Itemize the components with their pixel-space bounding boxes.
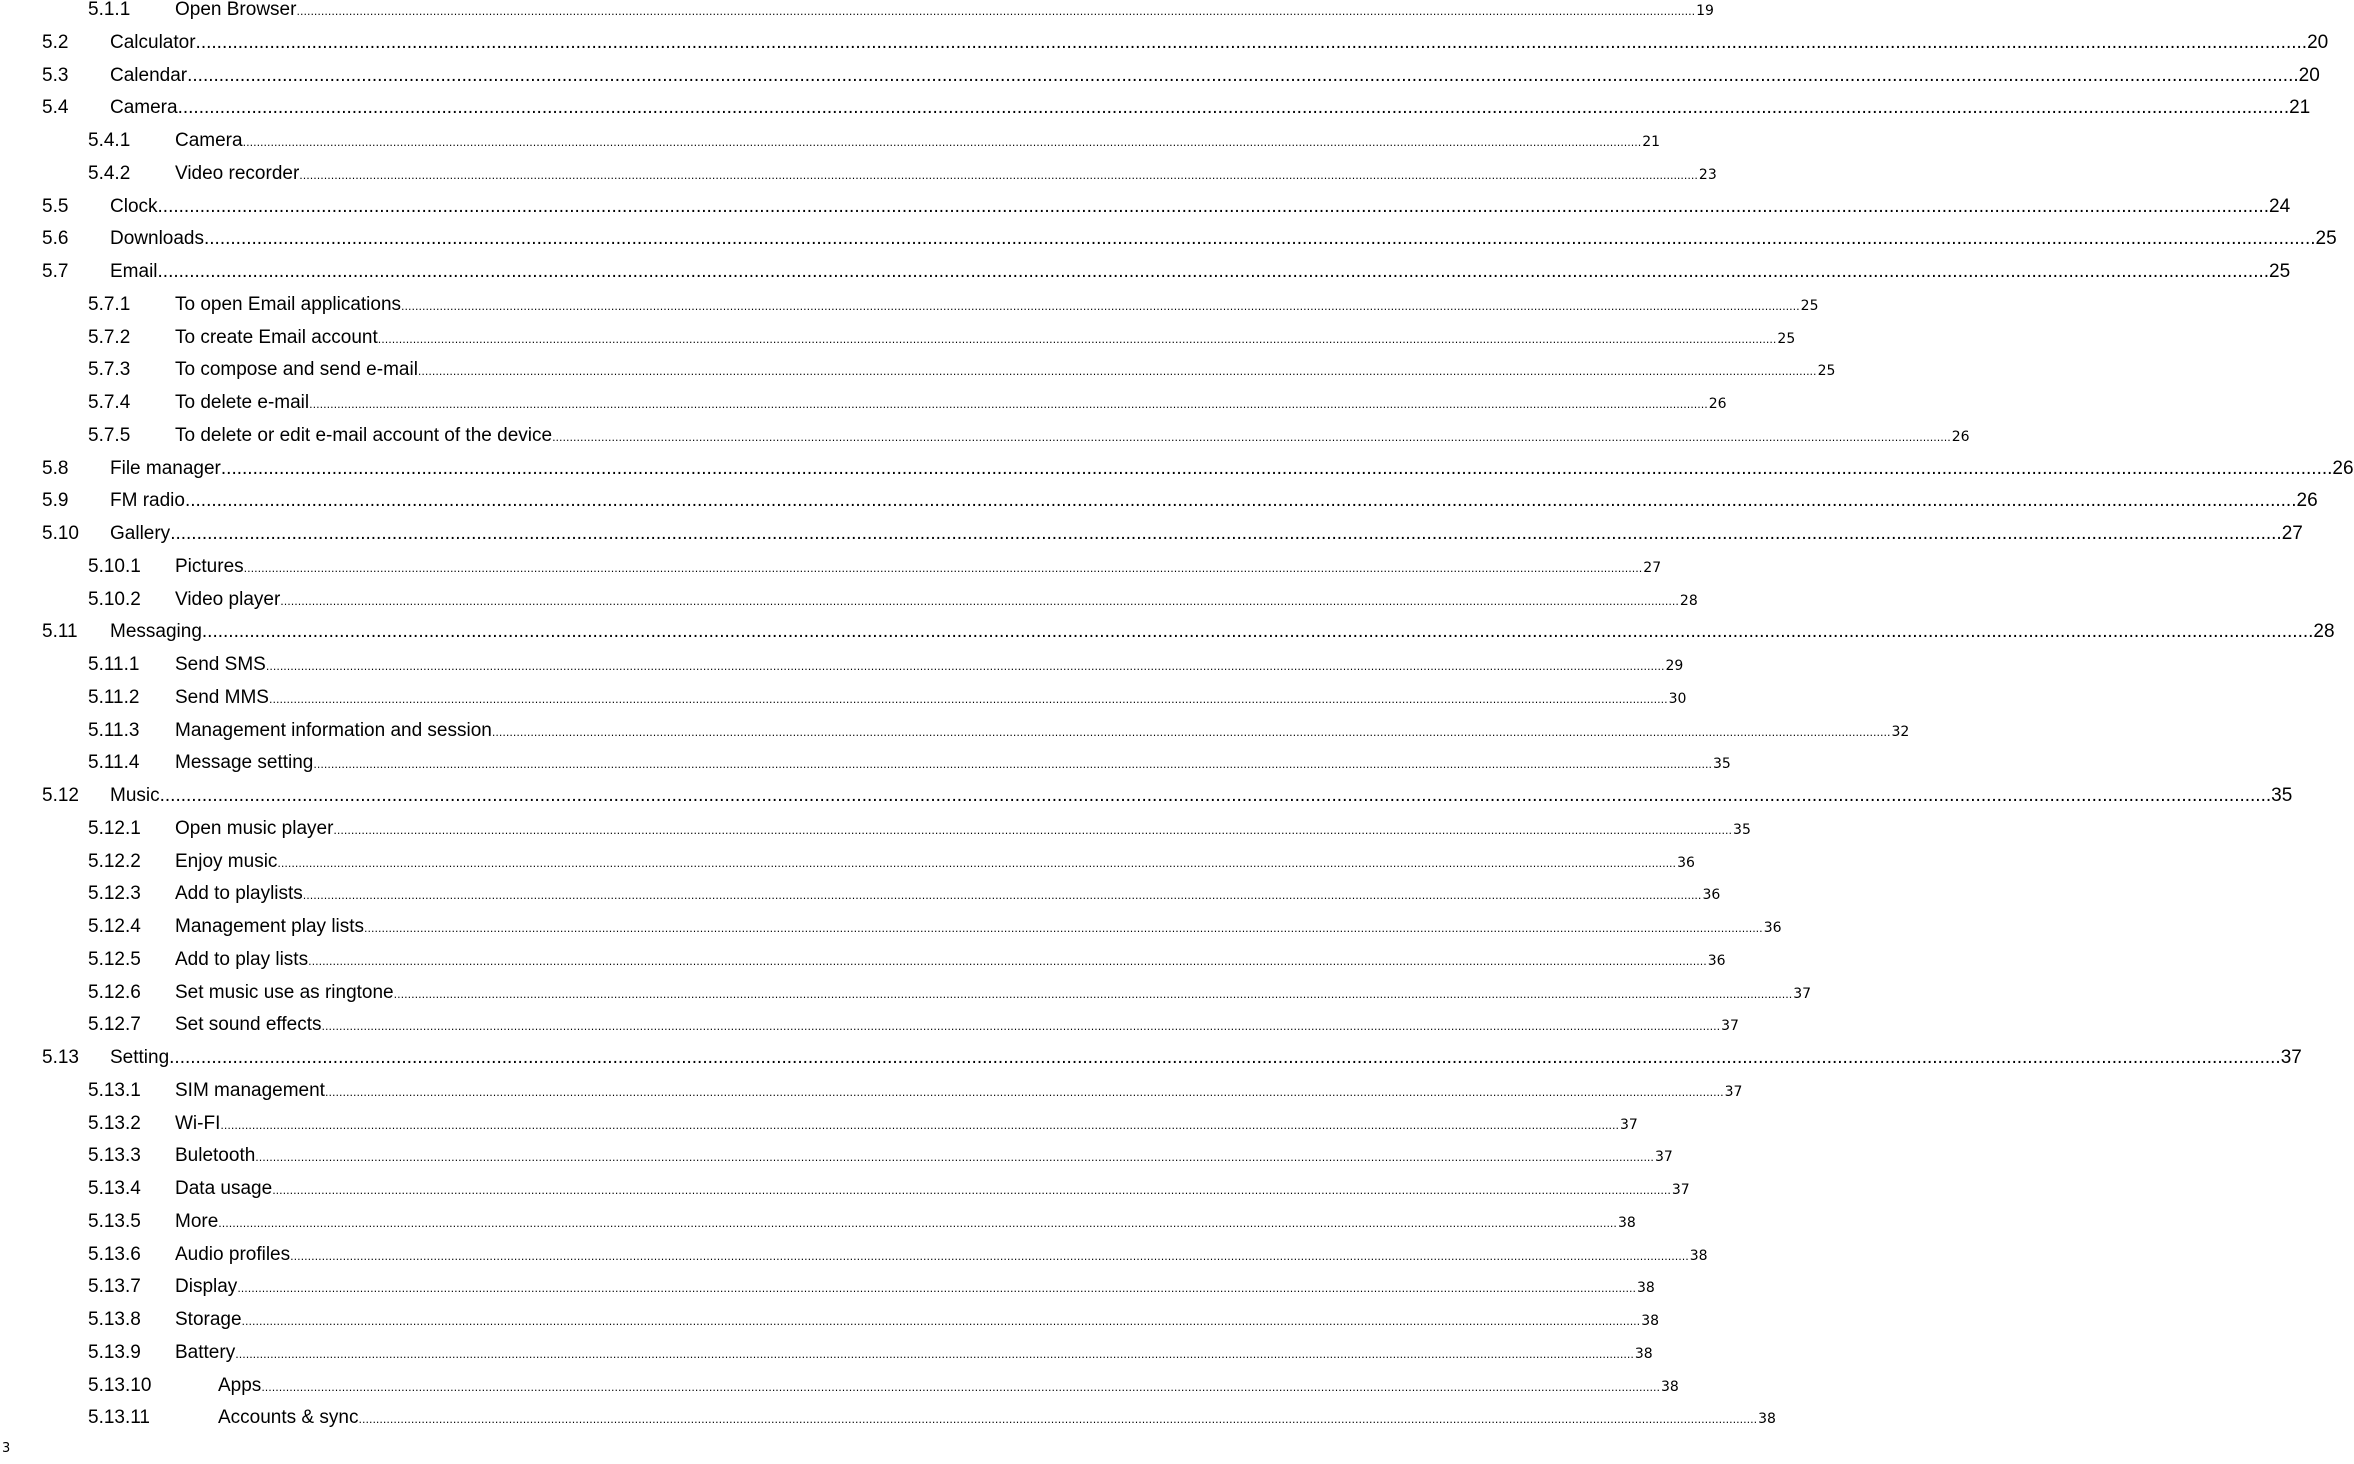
toc-entry-page: 38 (1758, 1411, 1776, 1428)
toc-entry-number: 5.11.1 (88, 654, 140, 675)
toc-entry-page: 25 (2269, 261, 2291, 282)
toc-entry-leader-line (175, 390, 1727, 418)
toc-entry[interactable] (0, 1373, 1679, 1406)
toc-entry-page: 36 (1707, 952, 1726, 969)
toc-entry-leader-line (175, 1307, 1660, 1335)
toc-entry-number: 5.12.2 (88, 850, 141, 872)
toc-entry-page: 38 (1617, 1214, 1636, 1231)
toc-entry[interactable] (0, 1209, 1636, 1242)
toc-dot-leader: ................................................................................................................................................................................................................................................................................................................................................................................................................ (170, 523, 2282, 544)
toc-entry[interactable] (0, 1111, 1638, 1144)
toc-entry-number: 5.10.2 (88, 588, 141, 610)
toc-entry-number: 5.4.2 (88, 162, 131, 184)
toc-entry-number: 5.13.7 (88, 1276, 141, 1298)
toc-entry-number: 5.7.4 (88, 392, 131, 413)
toc-entry-page: 27 (1643, 559, 1662, 576)
toc-entry-title: Downloads (110, 228, 204, 250)
toc-dot-leader: ................................................................................................................................................................................................................................................................................................................................................................................................................ (491, 725, 1891, 739)
toc-entry[interactable] (0, 357, 1836, 390)
toc-entry-page: 23 (1698, 166, 1717, 183)
toc-entry-number: 5.4 (42, 97, 69, 119)
toc-entry-page: 38 (1660, 1378, 1679, 1395)
toc-entry[interactable] (0, 554, 1662, 587)
toc-entry[interactable] (0, 914, 1782, 947)
toc-entry-page: 21 (1642, 134, 1661, 150)
toc-entry[interactable] (0, 1340, 1653, 1373)
toc-dot-leader: ................................................................................................................................................................................................................................................................................................................................................................................................................ (313, 758, 1712, 772)
toc-dot-leader: ................................................................................................................................................................................................................................................................................................................................................................................................................ (241, 1315, 1641, 1328)
toc-dot-leader: ................................................................................................................................................................................................................................................................................................................................................................................................................ (218, 1216, 1617, 1230)
toc-dot-leader: ................................................................................................................................................................................................................................................................................................................................................................................................................ (159, 785, 2272, 806)
toc-entry-title: Send SMS (175, 654, 266, 675)
toc-entry[interactable] (0, 783, 2293, 816)
toc-entry-leader-line (175, 1176, 1690, 1204)
toc-dot-leader: ................................................................................................................................................................................................................................................................................................................................................................................................................ (220, 457, 2333, 479)
toc-dot-leader: ................................................................................................................................................................................................................................................................................................................................................................................................................ (157, 261, 2270, 282)
toc-entry-page: 26 (1951, 428, 1970, 445)
toc-dot-leader: ................................................................................................................................................................................................................................................................................................................................................................................................................ (393, 987, 1793, 1001)
toc-entry-leader-line (175, 292, 1819, 320)
toc-entry-leader-line (218, 1373, 1679, 1401)
toc-entry-title: File manager (110, 457, 221, 479)
toc-entry-number: 5.13.1 (88, 1079, 141, 1101)
toc-entry-number: 5.10.1 (88, 555, 141, 577)
toc-entry-number: 5.5 (42, 195, 69, 217)
toc-dot-leader: ................................................................................................................................................................................................................................................................................................................................................................................................................ (261, 1380, 1660, 1394)
toc-entry-title: Open music player (175, 817, 334, 839)
toc-entry-page: 36 (1702, 887, 1721, 904)
page-number: 3 (2, 1441, 11, 1456)
toc-entry-title: Setting (110, 1047, 170, 1068)
toc-entry-page: 36 (1677, 854, 1695, 871)
toc-dot-leader: ................................................................................................................................................................................................................................................................................................................................................................................................................ (235, 1347, 1634, 1361)
toc-entry[interactable] (0, 750, 1731, 783)
toc-entry-page: 30 (1668, 690, 1687, 707)
toc-entry[interactable] (0, 161, 1717, 194)
toc-dot-leader: ................................................................................................................................................................................................................................................................................................................................................................................................................ (265, 660, 1665, 673)
toc-dot-leader: ................................................................................................................................................................................................................................................................................................................................................................................................................ (255, 1151, 1654, 1165)
toc-entry[interactable] (0, 30, 2329, 63)
toc-entry[interactable] (0, 1143, 1673, 1176)
toc-entry-title: Music (110, 785, 160, 806)
toc-entry-page: 38 (1634, 1345, 1653, 1362)
toc-entry-page: 36 (1763, 920, 1782, 936)
toc-entry-page: 38 (1641, 1313, 1660, 1329)
toc-entry-number: 5.6 (42, 228, 69, 250)
toc-dot-leader: ................................................................................................................................................................................................................................................................................................................................................................................................................ (272, 1184, 1671, 1197)
toc-entry-leader-line (110, 30, 2329, 56)
toc-entry-number: 5.12.7 (88, 1014, 141, 1036)
toc-dot-leader: ................................................................................................................................................................................................................................................................................................................................................................................................................ (280, 594, 1679, 608)
toc-entry-leader-line (175, 816, 1751, 844)
toc-entry-title: Storage (175, 1309, 242, 1330)
toc-entry-page: 35 (1713, 756, 1731, 773)
toc-entry-number: 5.13.9 (88, 1341, 141, 1363)
toc-entry[interactable] (0, 63, 2320, 96)
toc-entry-number: 5.13.2 (88, 1112, 141, 1134)
toc-entry-number: 5.7.1 (88, 293, 131, 315)
toc-dot-leader: ................................................................................................................................................................................................................................................................................................................................................................................................................ (169, 1047, 2281, 1068)
toc-entry[interactable] (0, 881, 1721, 914)
toc-dot-leader: ................................................................................................................................................................................................................................................................................................................................................................................................................ (204, 228, 2316, 250)
toc-entry-title: Management play lists (175, 916, 365, 937)
toc-dot-leader: ................................................................................................................................................................................................................................................................................................................................................................................................................ (302, 889, 1702, 903)
toc-entry-page: 37 (1671, 1182, 1690, 1198)
toc-entry-number: 5.1.1 (88, 0, 131, 20)
toc-entry-number: 5.4.1 (88, 130, 131, 151)
toc-entry[interactable] (0, 1012, 1739, 1045)
toc-entry-page: 25 (1777, 330, 1796, 347)
toc-entry-leader-line (110, 226, 2337, 252)
toc-entry-title: Video recorder (175, 162, 300, 184)
toc-dot-leader: ................................................................................................................................................................................................................................................................................................................................................................................................................ (177, 97, 2290, 119)
toc-entry-leader-line (110, 456, 2354, 482)
toc-dot-leader: ................................................................................................................................................................................................................................................................................................................................................................................................................ (243, 561, 1643, 575)
toc-entry[interactable] (0, 1307, 1660, 1340)
toc-dot-leader: ................................................................................................................................................................................................................................................................................................................................................................................................................ (309, 398, 1708, 411)
toc-entry-page: 38 (1636, 1280, 1655, 1297)
toc-entry[interactable] (0, 1405, 1776, 1438)
toc-entry-leader-line (175, 357, 1836, 385)
toc-entry-number: 5.3 (42, 64, 69, 86)
toc-entry-title: Data usage (175, 1178, 273, 1199)
toc-entry-page: 37 (1724, 1083, 1743, 1100)
toc-entry-page: 19 (1696, 3, 1714, 19)
toc-entry-leader-line (175, 161, 1717, 189)
toc-entry-leader-line (175, 554, 1662, 582)
toc-entry-number: 5.13 (42, 1047, 79, 1068)
toc-entry[interactable] (0, 980, 1812, 1013)
toc-entry-title: More (175, 1210, 219, 1232)
toc-entry[interactable] (0, 652, 1684, 685)
toc-entry-title: Management information and session (175, 719, 492, 741)
toc-entry-leader-line (175, 587, 1698, 615)
toc-entry-page: 25 (1817, 363, 1836, 380)
toc-entry-title: Video player (175, 588, 281, 610)
toc-entry-leader-line (175, 914, 1782, 942)
toc-entry-leader-line (110, 194, 2291, 220)
toc-entry[interactable] (0, 685, 1687, 718)
toc-entry[interactable] (0, 423, 1970, 456)
toc-entry-leader-line (110, 259, 2291, 285)
toc-entry-number: 5.12.4 (88, 916, 141, 937)
toc-entry-leader-line (175, 685, 1687, 713)
toc-entry[interactable] (0, 259, 2291, 292)
toc-entry-title: SIM management (175, 1079, 325, 1101)
toc-entry-leader-line (175, 750, 1731, 778)
toc-entry-title: To compose and send e-mail (175, 359, 418, 381)
toc-entry-title: Pictures (175, 555, 244, 577)
toc-dot-leader: ................................................................................................................................................................................................................................................................................................................................................................................................................ (195, 31, 2308, 53)
toc-entry-page: 28 (1679, 592, 1698, 609)
toc-entry-number: 5.11.4 (88, 752, 140, 774)
toc-entry-title: Apps (218, 1374, 262, 1396)
toc-entry[interactable] (0, 947, 1726, 980)
toc-entry-page: 20 (2298, 64, 2320, 86)
toc-entry-number: 5.12.6 (88, 981, 141, 1003)
toc-entry-leader-line (110, 1045, 2302, 1071)
toc-entry-title: Set sound effects (175, 1014, 322, 1036)
toc-dot-leader: ................................................................................................................................................................................................................................................................................................................................................................................................................ (277, 856, 1677, 870)
toc-entry-leader-line (110, 783, 2293, 809)
toc-entry-title: Messaging (110, 621, 202, 643)
toc-entry-title: To open Email applications (175, 293, 402, 315)
toc-entry[interactable] (0, 128, 1661, 161)
toc-entry[interactable] (0, 521, 2303, 554)
toc-entry-number: 5.7.2 (88, 326, 131, 348)
toc-dot-leader: ................................................................................................................................................................................................................................................................................................................................................................................................................ (401, 299, 1800, 313)
toc-entry[interactable] (0, 1176, 1690, 1209)
toc-entry-number: 5.11 (42, 621, 78, 643)
toc-entry-title: Buletooth (175, 1145, 256, 1167)
toc-entry-number: 5.8 (42, 457, 69, 479)
toc-entry-number: 5.13.5 (88, 1210, 141, 1232)
toc-entry-title: Open Browser (175, 0, 297, 20)
toc-entry-title: FM radio (110, 490, 185, 512)
toc-entry-page: 37 (1721, 1018, 1739, 1035)
toc-entry-leader-line (175, 1340, 1653, 1368)
toc-dot-leader: ................................................................................................................................................................................................................................................................................................................................................................................................................ (299, 168, 1698, 182)
toc-entry-page: 37 (1793, 985, 1812, 1002)
toc-entry-page: 32 (1891, 723, 1910, 740)
toc-entry[interactable] (0, 95, 2311, 128)
toc-dot-leader: ................................................................................................................................................................................................................................................................................................................................................................................................................ (296, 5, 1696, 18)
toc-dot-leader: ................................................................................................................................................................................................................................................................................................................................................................................................................ (201, 621, 2314, 643)
toc-entry-title: Add to playlists (175, 883, 303, 905)
toc-entry-title: Add to play lists (175, 948, 309, 970)
toc-entry-title: Email (110, 261, 158, 282)
toc-dot-leader: ................................................................................................................................................................................................................................................................................................................................................................................................................ (552, 430, 1951, 444)
toc-entry[interactable] (0, 325, 1796, 358)
toc-entry-number: 5.7 (42, 261, 69, 282)
toc-entry-page: 26 (2296, 490, 2318, 512)
toc-entry-title: Clock (110, 195, 158, 217)
toc-entry-leader-line (175, 1209, 1636, 1237)
toc-dot-leader: ................................................................................................................................................................................................................................................................................................................................................................................................................ (187, 64, 2299, 86)
toc-entry[interactable] (0, 0, 1714, 30)
toc-entry-page: 26 (1708, 396, 1727, 412)
toc-entry[interactable] (0, 1078, 1743, 1111)
toc-entry[interactable] (0, 816, 1751, 849)
toc-entry-page: 37 (1620, 1116, 1638, 1133)
toc-entry-page: 35 (1733, 821, 1751, 838)
toc-entry[interactable] (0, 292, 1819, 325)
toc-entry-number: 5.10 (42, 523, 79, 544)
toc-entry-leader-line (175, 881, 1721, 909)
toc-dot-leader: ................................................................................................................................................................................................................................................................................................................................................................................................................ (364, 922, 1763, 935)
toc-entry-leader-line (175, 325, 1796, 353)
toc-entry-leader-line (175, 849, 1695, 877)
toc-dot-leader: ................................................................................................................................................................................................................................................................................................................................................................................................................ (242, 136, 1642, 149)
toc-entry[interactable] (0, 849, 1695, 882)
toc-entry[interactable] (0, 1274, 1655, 1307)
toc-entry-leader-line (110, 63, 2320, 89)
toc-entry[interactable] (0, 390, 1727, 423)
toc-dot-leader: ................................................................................................................................................................................................................................................................................................................................................................................................................ (237, 1282, 1636, 1296)
toc-dot-leader: ................................................................................................................................................................................................................................................................................................................................................................................................................ (377, 332, 1777, 346)
toc-dot-leader: ................................................................................................................................................................................................................................................................................................................................................................................................................ (157, 195, 2270, 217)
toc-entry-page: 26 (2332, 457, 2354, 479)
toc-entry-title: Display (175, 1276, 238, 1298)
toc-entry[interactable] (0, 718, 1910, 751)
toc-entry-number: 5.13.11 (88, 1407, 150, 1429)
toc-entry-leader-line (175, 1274, 1655, 1302)
toc-entry-leader-line (175, 652, 1684, 680)
toc-entry-number: 5.12.5 (88, 948, 141, 970)
toc-entry-page: 21 (2289, 97, 2311, 119)
toc-entry[interactable] (0, 587, 1698, 620)
toc-entry-page: 37 (1654, 1149, 1673, 1166)
toc-entry-leader-line (175, 0, 1714, 25)
toc-entry-page: 24 (2269, 195, 2291, 217)
toc-entry-leader-line (175, 1143, 1673, 1171)
toc-entry-page: 38 (1689, 1247, 1708, 1264)
toc-entry-leader-line (110, 95, 2311, 121)
toc-entry[interactable] (0, 488, 2318, 521)
toc-entry-leader-line (175, 718, 1910, 746)
toc-entry-page: 28 (2313, 621, 2335, 643)
toc-entry-leader-line (175, 1078, 1743, 1106)
toc-entry-number: 5.2 (42, 31, 69, 53)
toc-entry-leader-line (175, 980, 1812, 1008)
toc-entry-title: Accounts & sync (218, 1407, 359, 1429)
toc-dot-leader: ................................................................................................................................................................................................................................................................................................................................................................................................................ (358, 1413, 1758, 1427)
toc-dot-leader: ................................................................................................................................................................................................................................................................................................................................................................................................................ (417, 365, 1817, 379)
toc-entry-title: To delete e-mail (175, 392, 310, 413)
toc-entry[interactable] (0, 194, 2291, 227)
toc-dot-leader: ................................................................................................................................................................................................................................................................................................................................................................................................................ (268, 692, 1668, 706)
toc-entry-title: Camera (175, 130, 243, 151)
toc-entry-number: 5.9 (42, 490, 69, 512)
toc-entry-leader-line (110, 488, 2318, 514)
toc-entry-number: 5.12 (42, 785, 79, 806)
toc-entry-page: 29 (1665, 658, 1684, 674)
toc-entry-leader-line (175, 1012, 1739, 1040)
toc-entry-number: 5.13.8 (88, 1309, 141, 1330)
toc-dot-leader: ................................................................................................................................................................................................................................................................................................................................................................................................................ (324, 1085, 1724, 1099)
toc-entry-leader-line (218, 1405, 1776, 1433)
toc-entry[interactable] (0, 226, 2337, 259)
toc-entry-title: Enjoy music (175, 850, 278, 872)
toc-entry-title: Gallery (110, 523, 171, 544)
toc-entry[interactable] (0, 619, 2335, 652)
toc-entry[interactable] (0, 1242, 1708, 1275)
toc-entry-number: 5.13.3 (88, 1145, 141, 1167)
toc-entry-leader-line (175, 1111, 1638, 1139)
toc-entry-page: 25 (1800, 297, 1819, 314)
toc-dot-leader: ................................................................................................................................................................................................................................................................................................................................................................................................................ (290, 1249, 1689, 1263)
toc-entry-title: Message setting (175, 752, 314, 774)
toc-entry-leader-line (175, 947, 1726, 975)
toc-entry-page: 27 (2281, 523, 2303, 544)
toc-entry-title: Wi-FI (175, 1112, 221, 1134)
toc-dot-leader: ................................................................................................................................................................................................................................................................................................................................................................................................................ (220, 1118, 1620, 1132)
toc-entry-title: Calendar (110, 64, 188, 86)
toc-entry-number: 5.11.2 (88, 686, 140, 708)
toc-entry-title: To delete or edit e-mail account of the device (175, 424, 553, 446)
toc-entry-number: 5.13.6 (88, 1243, 141, 1265)
toc-entry-title: Calculator (110, 31, 196, 53)
toc-dot-leader: ................................................................................................................................................................................................................................................................................................................................................................................................................ (321, 1020, 1721, 1034)
toc-entry-leader-line (175, 1242, 1708, 1270)
toc-entry-title: Send MMS (175, 686, 269, 708)
toc-dot-leader: ................................................................................................................................................................................................................................................................................................................................................................................................................ (308, 954, 1707, 968)
toc-entry-leader-line (110, 619, 2335, 645)
toc-entry-leader-line (175, 423, 1970, 451)
toc-entry-number: 5.13.4 (88, 1178, 141, 1199)
toc-entry-page: 25 (2315, 228, 2337, 250)
toc-entry-title: To create Email account (175, 326, 378, 348)
toc-entry-number: 5.7.5 (88, 424, 131, 446)
toc-entry-leader-line (175, 128, 1661, 156)
toc-entry-title: Camera (110, 97, 178, 119)
toc-entry-number: 5.11.3 (88, 719, 140, 741)
toc-entry-number: 5.7.3 (88, 359, 131, 381)
toc-entry-title: Set music use as ringtone (175, 981, 394, 1003)
toc-dot-leader: ................................................................................................................................................................................................................................................................................................................................................................................................................ (184, 490, 2297, 512)
toc-entry-number: 5.13.10 (88, 1374, 152, 1396)
toc-dot-leader: ................................................................................................................................................................................................................................................................................................................................................................................................................ (333, 823, 1733, 837)
toc-entry-leader-line (110, 521, 2303, 547)
toc-entry-page: 37 (2280, 1047, 2302, 1068)
toc-entry[interactable] (0, 456, 2354, 489)
toc-entry[interactable] (0, 1045, 2302, 1078)
toc-entry-page: 35 (2271, 785, 2293, 806)
toc-entry-title: Audio profiles (175, 1243, 291, 1265)
toc-entry-number: 5.12.1 (88, 817, 141, 839)
toc-entry-page: 20 (2307, 31, 2329, 53)
toc-entry-title: Battery (175, 1341, 236, 1363)
toc-entry-number: 5.12.3 (88, 883, 141, 905)
